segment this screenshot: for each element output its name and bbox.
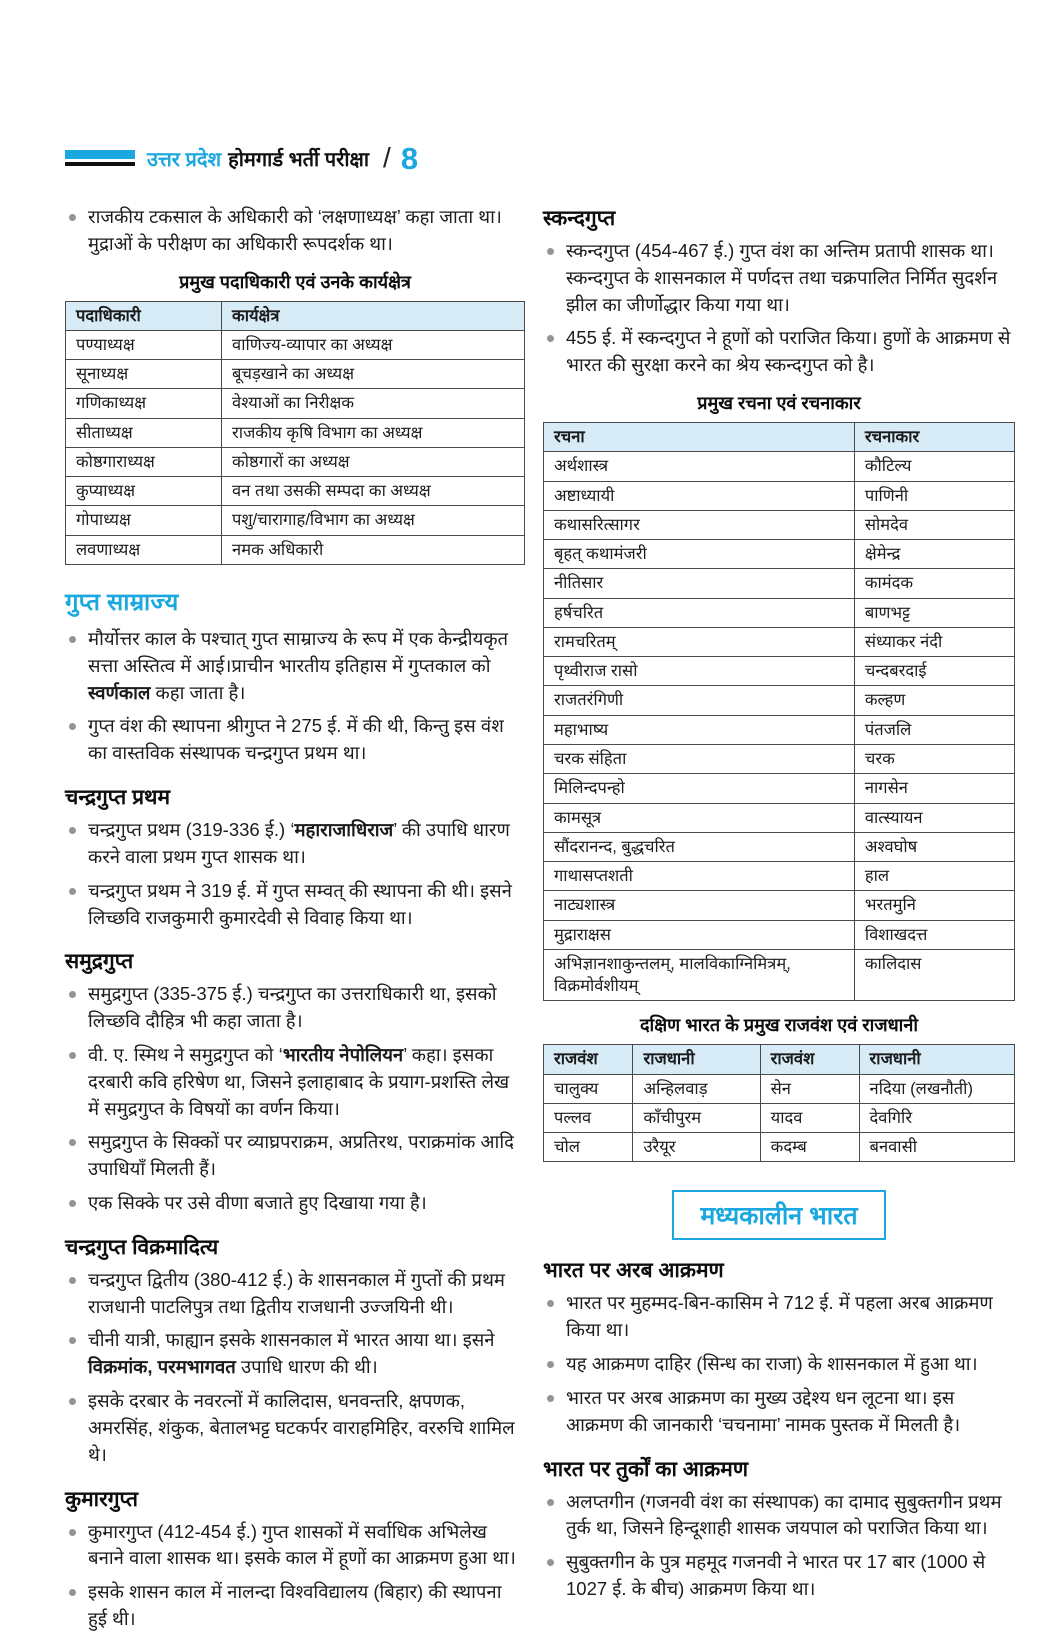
table-cell: कोष्ठगारों का अध्यक्ष [222,447,525,476]
page-number: 8 [400,140,419,176]
bullet-dot-icon [69,1529,76,1536]
table-cell: अश्वघोष [854,832,1014,861]
bullet-dot-icon [547,1361,554,1368]
table-row [544,598,1015,627]
bullet-text: 455 ई. में स्कन्दगुप्त ने हूणों को पराजित किया। हुणों के आक्रमण से भारत की सुरक्षा करने का श्रेय स्कन्दगुप्त को है। [566,327,1011,376]
table-row [544,891,1015,920]
table-cell: राजतरंगिणी [544,686,855,715]
bullet-dot-icon [69,1277,76,1284]
table-row [66,447,525,476]
table-cell: पृथ्वीराज रासो [544,657,855,686]
table-cell: कोष्ठगाराध्यक्ष [66,447,222,476]
bullet-item [65,878,525,932]
skandagupta-bullets [543,238,1015,379]
gupta-empire-bullets [65,626,525,767]
bullet-item [65,713,525,767]
table-cell: वाणिज्य-व्यापार का अध्यक्ष [222,330,525,359]
bullet-text: राजकीय टकसाल के अधिकारी को ‘लक्षणाध्यक्ष’ कहा जाता था। मुद्राओं के परीक्षण का अधिकारी रूपदर्शक था। [88,206,502,254]
subsection-heading-chandragupta-1: चन्द्रगुप्त प्रथम [65,786,170,810]
table-cell: कौटिल्य [854,452,1014,481]
table-row [544,920,1015,949]
bullet-dot-icon [547,335,554,342]
table-cell: मिलिन्दपन्हो [544,774,855,803]
bullet-text: भारत पर मुहम्मद-बिन-कासिम ने 712 ई. में पहला अरब आक्रमण किया था। [566,1292,993,1341]
bullet-dot-icon [69,1052,76,1059]
header-title-region: उत्तर प्रदेश [147,148,222,171]
table-cell: चरक संहिता [544,744,855,773]
right-column [543,204,1015,1613]
bullet-item [543,1489,1015,1543]
table-row [66,506,525,535]
table-cell: कदम्ब [760,1133,859,1162]
bullet-dot-icon [69,1200,76,1207]
table-row [544,1074,1015,1103]
page-header [65,142,1015,174]
bullet-text: गुप्त वंश की स्थापना श्रीगुप्त ने 275 ई. में की थी, किन्तु इस वंश का वास्तविक संस्थापक चन्द्रगुप्त प्रथम था। [88,715,504,764]
officials-table-title: प्रमुख पदाधिकारी एवं उनके कार्यक्षेत्र [179,271,411,292]
bullet-text: इसके शासन काल में नालन्दा विश्वविद्यालय (बिहार) की स्थापना हुई थी। [88,1581,502,1629]
table-cell: कामसूत्र [544,803,855,832]
table-row [544,510,1015,539]
table-cell: बूचड़खाने का अध्यक्ष [222,360,525,389]
south-dynasties-table-title: दक्षिण भारत के प्रमुख राजवंश एवं राजधानी [640,1015,918,1036]
table-header-cell: कार्यक्षेत्र [222,301,525,330]
table-row [66,535,525,564]
table-cell: चालुक्य [544,1074,633,1103]
header-blue-bar [65,150,135,159]
chandragupta-1-bullets [65,817,525,931]
section-heading-gupta-empire: गुप्त साम्राज्य [65,589,179,617]
bullet-item [543,1290,1015,1344]
bullet-dot-icon [69,214,76,221]
bullet-dot-icon [69,888,76,895]
bullet-item [543,238,1015,318]
bullet-item [65,817,525,871]
table-cell: कल्हण [854,686,1014,715]
header-separator: / [383,142,391,173]
table-cell: सूनाध्यक्ष [66,360,222,389]
bullet-dot-icon [69,991,76,998]
table-row [544,1133,1015,1162]
left-column [65,204,525,1643]
samudragupta-bullets [65,981,525,1217]
table-row [66,360,525,389]
subsection-heading-arab-invasion: भारत पर अरब आक्रमण [543,1259,724,1283]
table-row [66,418,525,447]
bullet-item [65,626,525,706]
medieval-india-banner-wrap [543,1190,1015,1240]
bullet-item [65,204,525,258]
table-cell: लवणाध्यक्ष [66,535,222,564]
table-header-cell: राजधानी [859,1045,1014,1074]
table-row [66,330,525,359]
turk-invasion-bullets [543,1489,1015,1603]
table-cell: यादव [760,1103,859,1132]
works-table-title: प्रमुख रचना एवं रचनाकार [697,393,861,414]
table-header-cell: रचना [544,423,855,452]
table-row [544,657,1015,686]
arab-invasion-bullets [543,1290,1015,1438]
bullet-dot-icon [547,248,554,255]
two-column-layout [65,204,1015,1643]
subsection-heading-kumaragupta: कुमारगुप्त [65,1487,138,1511]
header-black-bar [65,162,135,166]
bullet-text: एक सिक्के पर उसे वीणा बजाते हुए दिखाया गया है। [88,1192,427,1214]
table-cell: पाणिनी [854,481,1014,510]
table-cell: बाणभट्ट [854,598,1014,627]
subsection-heading-turk-invasion: भारत पर तुर्कों का आक्रमण [543,1457,749,1481]
bullet-dot-icon [69,1398,76,1405]
table-cell: नदिया (लखनौती) [859,1074,1014,1103]
bullet-text: समुद्रगुप्त (335-375 ई.) चन्द्रगुप्त का उत्तराधिकारी था, इसको लिच्छवि दौहित्र भी कहा जाता है। [88,983,497,1032]
bullet-text: चन्द्रगुप्त प्रथम (319-336 ई.) ‘महाराजाधिराज’ की उपाधि धारण करने वाला प्रथम गुप्त शासक था। [88,819,510,867]
table-header-cell: पदाधिकारी [66,301,222,330]
bullet-text: भारत पर अरब आक्रमण का मुख्य उद्देश्य धन लूटना था। इस आक्रमण की जानकारी ‘चचनामा’ नामक पुस्तक में मिलती है। [566,1386,961,1435]
subsection-heading-samudragupta: समुद्रगुप्त [65,950,134,974]
table-cell: काँचीपुरम [633,1103,760,1132]
table-row [544,540,1015,569]
table-header-cell: राजधानी [633,1045,760,1074]
table-row [544,832,1015,861]
table-cell: गाथासप्तशती [544,862,855,891]
table-cell: महाभाष्य [544,715,855,744]
officials-table [65,301,525,565]
table-row [544,862,1015,891]
table-row [66,389,525,418]
table-cell: सोमदेव [854,510,1014,539]
bullet-dot-icon [69,723,76,730]
bullet-item [543,1351,1015,1378]
table-cell: पशु/चारागाह/विभाग का अध्यक्ष [222,506,525,535]
table-cell: नागसेन [854,774,1014,803]
table-row [544,715,1015,744]
table-header-cell: राजवंश [760,1045,859,1074]
table-cell: अन्हिलवाड़ [633,1074,760,1103]
subsection-heading-chandragupta-vikramaditya: चन्द्रगुप्त विक्रमादित्य [65,1235,219,1259]
bullet-text: कुमारगुप्त (412-454 ई.) गुप्त शासकों में सर्वाधिक अभिलेख बनाने वाला शासक था। इसके काल में हूणों का आक्रमण हुआ था। [88,1520,516,1569]
header-rule-icon [65,150,135,166]
table-cell: नीतिसार [544,569,855,598]
bullet-text: सुबुक्तगीन के पुत्र महमूद गजनवी ने भारत पर 17 बार (1000 से 1027 ई. के बीच) आक्रमण किया था। [566,1551,986,1599]
bullet-item [65,1042,525,1122]
table-cell: चोल [544,1133,633,1162]
table-cell: नाट्यशास्त्र [544,891,855,920]
table-cell: पंतजलि [854,715,1014,744]
subsection-heading-skandagupta: स्कन्दगुप्त [543,207,616,230]
table-cell: हर्षचरित [544,598,855,627]
header-title [147,142,418,174]
bullet-dot-icon [547,1499,554,1506]
medieval-india-banner: मध्यकालीन भारत [672,1190,885,1240]
table-cell: चरक [854,744,1014,773]
bullet-dot-icon [547,1300,554,1307]
south-dynasties-table [543,1044,1015,1162]
chandragupta-vikramaditya-bullets [65,1267,525,1469]
bullet-text: समुद्रगुप्त के सिक्कों पर व्याघ्रपराक्रम, अप्रतिरथ, पराक्रमांक आदि उपाधियाँ मिलती हैं। [88,1131,514,1180]
table-row [544,481,1015,510]
table-cell: कामंदक [854,569,1014,598]
table-cell: बृहत् कथामंजरी [544,540,855,569]
bullet-text: यह आक्रमण दाहिर (सिन्ध का राजा) के शासनकाल में हुआ था। [566,1353,978,1375]
table-row [544,803,1015,832]
bullet-text: अलप्तगीन (गजनवी वंश का संस्थापक) का दामाद सुबुक्तगीन प्रथम तुर्क था, जिसने हिन्दूशाही शासक जयपाल को पराजित किया था। [566,1490,1002,1539]
bullet-item [65,981,525,1035]
table-cell: कुप्याध्यक्ष [66,477,222,506]
bullet-dot-icon [69,1337,76,1344]
table-cell: गोपाध्यक्ष [66,506,222,535]
table-cell: कालिदास [854,949,1014,1001]
table-cell: विशाखदत्त [854,920,1014,949]
table-cell: पल्लव [544,1103,633,1132]
table-cell: सीताध्यक्ष [66,418,222,447]
bullet-text: मौर्योत्तर काल के पश्चात् गुप्त साम्राज्य के रूप में एक केन्द्रीयकृत सत्ता अस्तित्व में आई।प्राचीन भारतीय इतिहास में गुप्तकाल को स्वर्णकाल कहा जाता है। [88,628,509,703]
table-cell: अभिज्ञानशाकुन्तलम्, मालविकाग्निमित्रम्, विक्रमोर्वशीयम् [544,949,855,1001]
table-cell: सौंदरानन्द, बुद्धचरित [544,832,855,861]
bullet-item [65,1579,525,1633]
table-cell: उरैयूर [633,1133,760,1162]
bullet-dot-icon [547,1395,554,1402]
bullet-item [65,1129,525,1183]
bullet-dot-icon [69,1139,76,1146]
table-cell: मुद्राराक्षस [544,920,855,949]
table-row [544,1103,1015,1132]
table-row [544,627,1015,656]
table-cell: वेश्याओं का निरीक्षक [222,389,525,418]
table-cell: गणिकाध्यक्ष [66,389,222,418]
bullet-item [65,1327,525,1381]
table-header-cell: राजवंश [544,1045,633,1074]
bullet-text: इसके दरबार के नवरत्नों में कालिदास, धनवन्तरि, क्षपणक, अमरसिंह, शंकुक, बेतालभट्ट घटकर्पर वाराहमिहिर, वररुचि शामिल थे। [88,1390,515,1465]
table-row [544,949,1015,1001]
kumaragupta-bullets [65,1519,525,1633]
table-cell: कथासरित्सागर [544,510,855,539]
table-row [544,686,1015,715]
table-cell: वन तथा उसकी सम्पदा का अध्यक्ष [222,477,525,506]
table-cell: चन्दबरदाई [854,657,1014,686]
bullet-text: चन्द्रगुप्त द्वितीय (380-412 ई.) के शासनकाल में गुप्तों की प्रथम राजधानी पाटलिपुत्र तथा द्वितीय राजधानी उज्जयिनी थी। [88,1268,505,1317]
table-header-row [544,1045,1015,1074]
bullet-item [65,1267,525,1321]
table-cell: क्षेमेन्द्र [854,540,1014,569]
table-cell: नमक अधिकारी [222,535,525,564]
bullet-dot-icon [69,827,76,834]
header-title-exam: होमगार्ड भर्ती परीक्षा [228,148,370,171]
bullet-item [65,1190,525,1217]
table-cell: अर्थशास्त्र [544,452,855,481]
table-row [544,569,1015,598]
table-cell: बनवासी [859,1133,1014,1162]
table-cell: पण्याध्यक्ष [66,330,222,359]
bullet-item [543,1385,1015,1439]
table-cell: भरतमुनि [854,891,1014,920]
table-cell: सेन [760,1074,859,1103]
table-cell: वात्स्यायन [854,803,1014,832]
mint-officials-bullets [65,204,525,258]
table-cell: संध्याकर नंदी [854,627,1014,656]
bullet-text: चन्द्रगुप्त प्रथम ने 319 ई. में गुप्त सम्वत् की स्थापना की थी। इसने लिच्छवि राजकुमारी कुमारदेवी से विवाह किया था। [88,879,512,928]
table-cell: देवगिरि [859,1103,1014,1132]
bullet-dot-icon [547,1559,554,1566]
table-row [544,744,1015,773]
table-header-cell: रचनाकार [854,423,1014,452]
table-header-row [544,423,1015,452]
bullet-dot-icon [69,1589,76,1596]
table-cell: रामचरितम् [544,627,855,656]
table-header-row [66,301,525,330]
bullet-dot-icon [69,636,76,643]
bullet-item [543,325,1015,379]
table-row [544,452,1015,481]
bullet-text: स्कन्दगुप्त (454-467 ई.) गुप्त वंश का अन्तिम प्रतापी शासक था। स्कन्दगुप्त के शासनकाल में पर्णदत्त तथा चक्रपालित निर्मित सुदर्शन झील का जीर्णोद्धार किया गया था। [566,240,998,315]
bullet-text: चीनी यात्री, फाह्यान इसके शासनकाल में भारत आया था। इसने विक्रमांक, परमभागवत उपाधि धारण की थी। [88,1329,495,1378]
bullet-item [65,1388,525,1468]
bullet-text: वी. ए. स्मिथ ने समुद्रगुप्त को ‘भारतीय नेपोलियन’ कहा। इसका दरबारी कवि हरिषेण था, जिसने इलाहाबाद के प्रयाग-प्रशस्ति लेख में समुद्रगुप्त के विषयों का वर्णन किया। [88,1043,510,1119]
bullet-item [543,1549,1015,1603]
table-row [66,477,525,506]
table-cell: राजकीय कृषि विभाग का अध्यक्ष [222,418,525,447]
table-cell: हाल [854,862,1014,891]
table-cell: अष्टाध्यायी [544,481,855,510]
table-row [544,774,1015,803]
bullet-item [65,1519,525,1573]
works-table [543,422,1015,1001]
